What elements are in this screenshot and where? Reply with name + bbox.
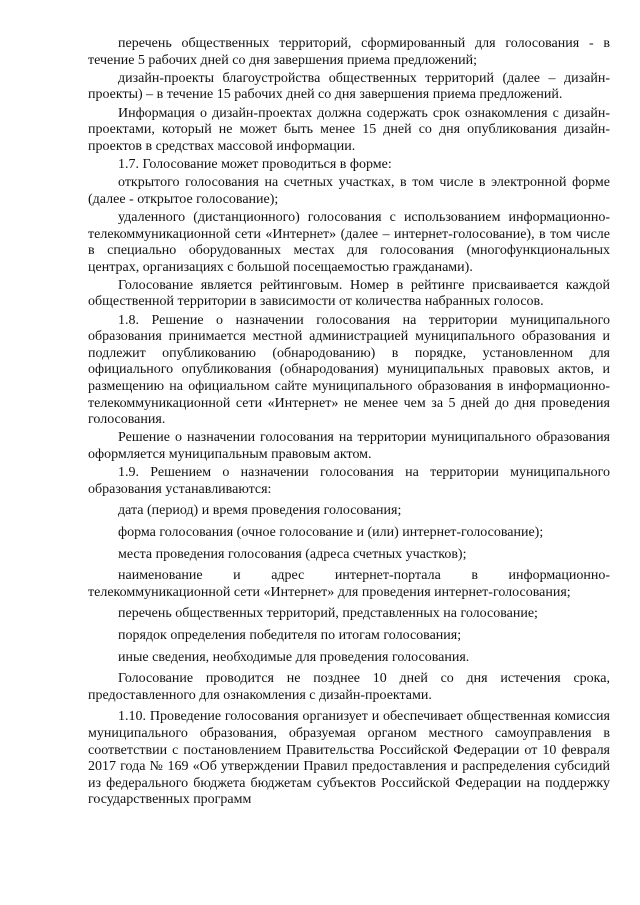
paragraph-design-info: Информация о дизайн-проектах должна содержать срок ознакомления с дизайн-проектами, который не может быть менее 15 дней со дня опубликования дизайн-проектов в средствах массовой информации. bbox=[88, 105, 610, 154]
paragraph-design-projects-term: дизайн-проекты благоустройства общественных территорий (далее – дизайн-проекты) – в течение 15 рабочих дней со дня завершения приема предложений. bbox=[88, 70, 610, 103]
paragraph-voting-places: места проведения голосования (адреса счетных участков); bbox=[118, 546, 467, 562]
paragraph-section-1-9: 1.9. Решением о назначении голосования на территории муниципального образования устанавливаются: bbox=[88, 465, 610, 497]
paragraph-decision-act: Решение о назначении голосования на территории муниципального образования оформляется муниципальным правовым актом. bbox=[88, 430, 610, 462]
paragraph-portal: наименование и адрес интернет-портала в информационно-телекоммуникационной сети «Интернет» для проведения интернет-голосования; bbox=[88, 568, 610, 600]
paragraph-list-territories: перечень общественных территорий, сформированный для голосования - в течение 5 рабочих дней со дня завершения приема предложений; bbox=[88, 36, 610, 68]
paragraph-date-time: дата (период) и время проведения голосования; bbox=[118, 503, 402, 519]
paragraph-section-1-8: 1.8. Решение о назначении голосования на территории муниципального образования принимается местной администрацией муниципального образования и подлежит опубликованию (обнародованию) в порядке, установленном для официального опубликования (обнародования) муниципальных правовых актов, и размещению на официальном сайте муниципального образования в информационно-телекоммуникационной сети «Интернет» не менее чем за 5 дней до дня проведения голосования. bbox=[88, 312, 610, 428]
paragraph-rating: Голосование является рейтинговым. Номер в рейтинге присваивается каждой общественной территории в зависимости от количества набранных голосов. bbox=[88, 277, 610, 310]
paragraph-voting-deadline: Голосование проводится не позднее 10 дней со дня истечения срока, предоставленного для ознакомления с дизайн-проектами. bbox=[88, 671, 610, 703]
paragraph-territory-list: перечень общественных территорий, представленных на голосование; bbox=[118, 606, 538, 622]
paragraph-voting-form: форма голосования (очное голосование и (или) интернет-голосование); bbox=[118, 524, 544, 540]
paragraph-section-1-7: 1.7. Голосование может проводиться в форме: bbox=[118, 156, 392, 172]
paragraph-open-voting: открытого голосования на счетных участках, в том числе в электронной форме (далее - открытое голосование); bbox=[88, 175, 610, 207]
paragraph-winner-procedure: порядок определения победителя по итогам голосования; bbox=[118, 627, 462, 643]
document-page bbox=[88, 36, 610, 810]
paragraph-section-1-10: 1.10. Проведение голосования организует и обеспечивает общественная комиссия муниципального образования, образуемая органом местного самоуправления в соответствии с постановлением Правительства Российской Федерации от 10 февраля 2017 года № 169 «Об утверждении Правил предоставления и распределения субсидий из федерального бюджета бюджетам субъектов Российской Федерации на поддержку государственных программ bbox=[88, 709, 610, 808]
paragraph-other-info: иные сведения, необходимые для проведения голосования. bbox=[118, 649, 470, 665]
paragraph-remote-voting: удаленного (дистанционного) голосования с использованием информационно-телекоммуникационной сети «Интернет» (далее – интернет-голосование), в том числе в специально оборудованных местах для голосования (многофункциональных центрах, организациях с большой посещаемостью гражданами). bbox=[88, 209, 610, 275]
